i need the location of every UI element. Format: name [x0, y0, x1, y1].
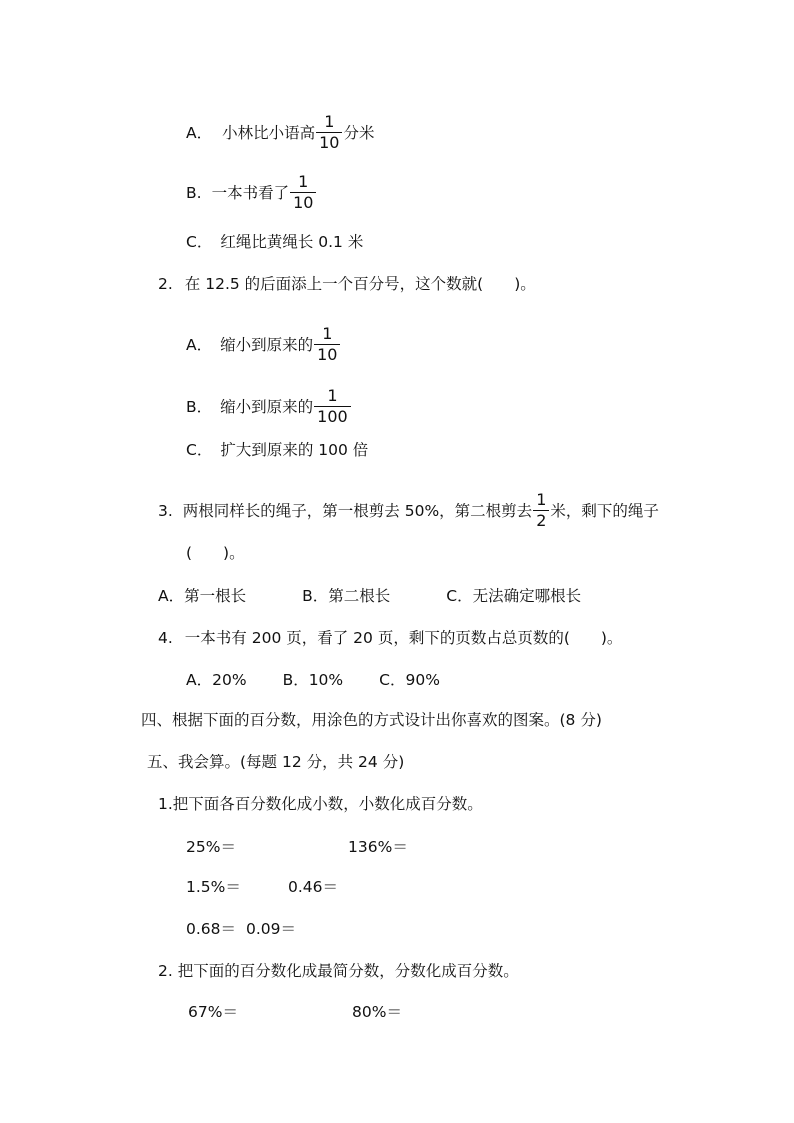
- calc-item-text: 80%＝: [352, 1003, 402, 1021]
- calc-item-text: 25%＝: [186, 838, 236, 856]
- calc-item: [288, 877, 338, 897]
- q3-options: [158, 586, 581, 606]
- fraction-denominator: 2: [533, 510, 549, 529]
- q2-option-b-fraction: [314, 388, 351, 425]
- q1-option-a-fraction: [316, 114, 342, 151]
- fraction-numerator: 1: [298, 172, 309, 191]
- q1-option-a-text-after: 分米: [343, 123, 375, 142]
- calc-item-text: 0.68＝: [186, 920, 237, 938]
- q2-number: 2.: [158, 275, 173, 293]
- q4-option-b: B．10%: [282, 671, 344, 689]
- q4-option-c: C．90%: [379, 671, 440, 689]
- section-5-title-text: 五、我会算。(每题 12 分，共 24 分): [147, 753, 405, 771]
- q2-option-b-letter: B．: [186, 397, 213, 416]
- q1-option-a-text-before: 小林比小语高: [222, 123, 316, 142]
- q1-option-c: [186, 232, 363, 252]
- calc-item-text: 0.09＝: [246, 920, 297, 938]
- calc-item-text: 0.46＝: [288, 878, 339, 896]
- q1-option-b: [186, 174, 317, 211]
- q4-number: 4.: [158, 629, 173, 647]
- fraction-denominator: 10: [316, 132, 342, 151]
- q4-options: [186, 670, 440, 690]
- fraction-denominator: 10: [314, 344, 340, 363]
- calc-item-text: 136%＝: [348, 838, 408, 856]
- section-4-title-text: 四、根据下面的百分数，用涂色的方式设计出你喜欢的图案。(8 分): [141, 711, 602, 729]
- calc-item-text: 67%＝: [188, 1003, 238, 1021]
- calc-item: [186, 877, 241, 897]
- q2-option-a-fraction: [314, 326, 340, 363]
- q1-option-c-letter: C．: [186, 233, 213, 251]
- q3-text-before: 两根同样长的绳子，第一根剪去 50%，第二根剪去: [182, 501, 533, 520]
- q2-option-a: [186, 326, 341, 363]
- q3-option-a: A．第一根长: [158, 587, 247, 605]
- q1-option-b-fraction: [290, 174, 316, 211]
- q2-option-c-text: 扩大到原来的 100 倍: [220, 441, 369, 459]
- q1-option-b-text: 一本书看了: [211, 183, 290, 202]
- q4-option-a: A．20%: [186, 671, 247, 689]
- q3-option-c: C．无法确定哪根长: [446, 587, 582, 605]
- q2-option-c-letter: C．: [186, 441, 213, 459]
- fraction-denominator: 100: [314, 406, 351, 425]
- calc-item: [352, 1002, 402, 1022]
- calc-item-text: 1.5%＝: [186, 878, 241, 896]
- q4-question: [158, 628, 622, 648]
- q2-option-b: [186, 388, 352, 425]
- section-4-title: [141, 710, 602, 730]
- q2-option-c: [186, 440, 368, 460]
- calc-item: [188, 1002, 238, 1022]
- q1-option-a-letter: A．: [186, 123, 213, 142]
- q1-option-b-letter: B.: [186, 183, 202, 202]
- q1-option-c-text: 红绳比黄绳长 0.1 米: [220, 233, 364, 251]
- section-5-part-2-title: [158, 961, 519, 981]
- section-5-part-2-title-text: 2. 把下面的百分数化成最简分数，分数化成百分数。: [158, 962, 519, 980]
- q2-text: 在 12.5 的后面添上一个百分号，这个数就( )。: [184, 275, 536, 293]
- q1-option-a: [186, 114, 375, 151]
- section-5-title: [147, 752, 404, 772]
- q3-question: [158, 492, 659, 529]
- q2-option-b-text: 缩小到原来的: [220, 397, 314, 416]
- q3-number: 3.: [158, 501, 173, 520]
- fraction-denominator: 10: [290, 192, 316, 211]
- q3-fraction: [533, 492, 549, 529]
- section-5-part-1-title: [158, 794, 483, 814]
- calc-item: [348, 837, 408, 857]
- calc-item: [246, 919, 296, 939]
- fraction-numerator: 1: [536, 490, 547, 509]
- q4-text: 一本书有 200 页，看了 20 页，剩下的页数占总页数的( )。: [184, 629, 623, 647]
- fraction-numerator: 1: [322, 324, 333, 343]
- q3-blank: [186, 543, 245, 563]
- q2-option-a-letter: A．: [186, 335, 213, 354]
- q3-text-after: 米，剩下的绳子: [550, 501, 659, 520]
- calc-item: [186, 837, 236, 857]
- q2-question: [158, 274, 536, 294]
- q2-option-a-text: 缩小到原来的: [220, 335, 314, 354]
- fraction-numerator: 1: [327, 386, 338, 405]
- calc-item: [186, 919, 236, 939]
- q3-blank-text: ( )。: [186, 544, 245, 562]
- section-5-part-1-title-text: 1.把下面各百分数化成小数，小数化成百分数。: [158, 795, 483, 813]
- fraction-numerator: 1: [324, 112, 335, 131]
- q3-option-b: B．第二根长: [302, 587, 391, 605]
